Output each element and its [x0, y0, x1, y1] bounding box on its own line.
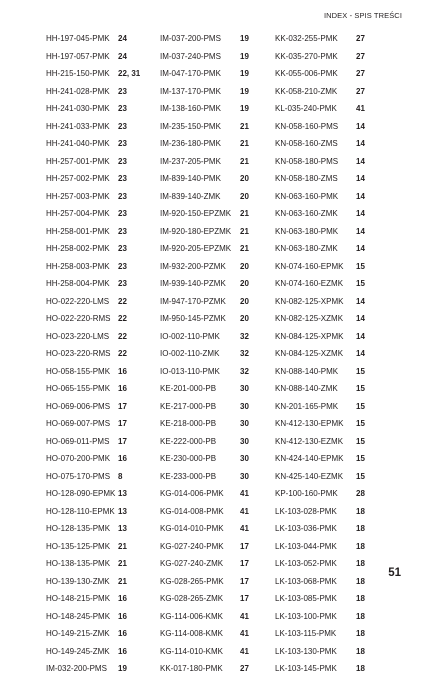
page-reference: 13: [118, 489, 127, 499]
table-row: [46, 240, 386, 258]
product-code: IM-236-180-PMK: [160, 139, 221, 149]
product-code: KN-058-180-ZMS: [275, 174, 338, 184]
page-reference: 14: [356, 314, 365, 324]
product-code: IM-037-240-PMS: [160, 51, 221, 61]
product-code: LK-103-036-PMK: [275, 524, 337, 534]
page-reference: 27: [356, 69, 365, 79]
product-code: HH-258-002-PMK: [46, 244, 110, 254]
product-code: IM-032-200-PMS: [46, 664, 107, 674]
page-reference: 21: [240, 244, 249, 254]
page-reference: 18: [356, 664, 365, 674]
page-reference: 23: [118, 121, 127, 131]
page-reference: 23: [118, 244, 127, 254]
table-row: [46, 590, 386, 608]
page-reference: 23: [118, 191, 127, 201]
page-reference: 27: [356, 34, 365, 44]
product-code: KN-063-160-ZMK: [275, 209, 338, 219]
page-reference: 20: [240, 191, 249, 201]
table-row: [46, 205, 386, 223]
page-reference: 27: [240, 664, 249, 674]
page-reference: 41: [240, 611, 249, 621]
product-code: KG-027-240-ZMK: [160, 559, 224, 569]
page-reference: 17: [240, 576, 249, 586]
page-reference: 15: [356, 279, 365, 289]
page-reference: 21: [118, 576, 127, 586]
product-code: KN-082-125-XPMK: [275, 296, 344, 306]
product-code: HH-241-040-PMK: [46, 139, 110, 149]
page-reference: 41: [356, 104, 365, 114]
product-code: KN-088-140-ZMK: [275, 384, 338, 394]
page-reference: 21: [118, 541, 127, 551]
product-code: HH-257-003-PMK: [46, 191, 110, 201]
page-reference: 41: [240, 629, 249, 639]
table-row: [46, 643, 386, 661]
page-reference: 21: [240, 226, 249, 236]
product-code: KN-063-180-ZMK: [275, 244, 338, 254]
page-reference: 32: [240, 349, 249, 359]
page-reference: 22, 31: [118, 69, 141, 79]
page-reference: 30: [240, 419, 249, 429]
table-row: [46, 573, 386, 591]
page-reference: 22: [118, 331, 127, 341]
product-code: HH-241-030-PMK: [46, 104, 110, 114]
page-reference: 27: [356, 51, 365, 61]
page-reference: 13: [118, 506, 127, 516]
page-reference: 24: [118, 51, 127, 61]
table-row: [46, 503, 386, 521]
page-reference: 16: [118, 384, 127, 394]
page-reference: 15: [356, 419, 365, 429]
product-code: KN-074-160-EZMK: [275, 279, 344, 289]
product-code: HH-257-004-PMK: [46, 209, 110, 219]
product-code: IO-013-110-PMK: [160, 366, 220, 376]
table-row: [46, 118, 386, 136]
product-code: HO-128-135-PMK: [46, 524, 111, 534]
table-row: [46, 380, 386, 398]
page-reference: 30: [240, 436, 249, 446]
page-reference: 18: [356, 646, 365, 656]
page-reference: 21: [240, 139, 249, 149]
page-reference: 20: [240, 296, 249, 306]
product-code: KN-084-125-XZMK: [275, 349, 344, 359]
page-reference: 14: [356, 296, 365, 306]
product-code: HH-258-003-PMK: [46, 261, 110, 271]
page-header: INDEX - SPIS TREŚCI: [323, 11, 402, 20]
product-code: IO-002-110-PMK: [160, 331, 220, 341]
product-code: KL-035-240-PMK: [275, 104, 337, 114]
page-reference: 17: [118, 419, 127, 429]
product-code: KK-058-210-ZMK: [275, 86, 338, 96]
product-code: HO-070-200-PMK: [46, 454, 111, 464]
table-row: [46, 433, 386, 451]
page-reference: 19: [240, 34, 249, 44]
product-code: KN-412-130-EPMK: [275, 419, 344, 429]
page-reference: 21: [240, 121, 249, 131]
page-reference: 30: [240, 401, 249, 411]
product-code: HO-022-220-RMS: [46, 314, 111, 324]
page-reference: 23: [118, 139, 127, 149]
page-reference: 19: [240, 86, 249, 96]
page-reference: 14: [356, 174, 365, 184]
product-code: HO-069-007-PMS: [46, 419, 111, 429]
product-code: KK-035-270-PMK: [275, 51, 338, 61]
page-reference: 20: [240, 279, 249, 289]
page-reference: 20: [240, 174, 249, 184]
table-row: [46, 450, 386, 468]
table-row: [46, 65, 386, 83]
page-reference: 32: [240, 366, 249, 376]
product-code: KG-028-265-PMK: [160, 576, 224, 586]
page-reference: 15: [356, 261, 365, 271]
product-code: IM-137-170-PMK: [160, 86, 221, 96]
product-code: KN-084-125-XPMK: [275, 331, 344, 341]
product-code: HH-241-033-PMK: [46, 121, 110, 131]
table-row: [46, 135, 386, 153]
product-code: IO-002-110-ZMK: [160, 349, 220, 359]
product-code: KN-058-160-ZMS: [275, 139, 338, 149]
page-number: 51: [388, 567, 401, 579]
page-reference: 41: [240, 524, 249, 534]
index-table-body: [46, 30, 386, 678]
product-code: IM-839-140-PMK: [160, 174, 221, 184]
product-code: KN-425-140-EZMK: [275, 471, 344, 481]
product-code: HH-257-002-PMK: [46, 174, 110, 184]
table-row: [46, 345, 386, 363]
page-reference: 14: [356, 226, 365, 236]
table-row: [46, 398, 386, 416]
product-code: KN-088-140-PMK: [275, 366, 339, 376]
product-code: HO-128-090-EPMK: [46, 489, 116, 499]
page-reference: 23: [118, 226, 127, 236]
table-row: [46, 310, 386, 328]
product-code: HO-065-155-PMK: [46, 384, 111, 394]
product-code: KE-201-000-PB: [160, 384, 217, 394]
table-row: [46, 328, 386, 346]
page-reference: 18: [356, 524, 365, 534]
page-reference: 18: [356, 594, 365, 604]
page-reference: 21: [118, 559, 127, 569]
page-reference: 13: [118, 524, 127, 534]
product-code: KN-058-180-PMS: [275, 156, 339, 166]
product-code: HO-075-170-PMS: [46, 471, 111, 481]
page-reference: 30: [240, 384, 249, 394]
page-reference: 18: [356, 629, 365, 639]
product-code: LK-103-145-PMK: [275, 664, 337, 674]
product-code: LK-103-028-PMK: [275, 506, 337, 516]
product-code: KK-055-006-PMK: [275, 69, 338, 79]
table-row: [46, 485, 386, 503]
product-code: KG-014-006-PMK: [160, 489, 224, 499]
table-row: [46, 223, 386, 241]
table-row: [46, 363, 386, 381]
product-code: IM-939-140-PZMK: [160, 279, 226, 289]
page-reference: 17: [118, 401, 127, 411]
product-code: LK-103-044-PMK: [275, 541, 337, 551]
page-reference: 18: [356, 506, 365, 516]
product-code: KN-424-140-EPMK: [275, 454, 344, 464]
page-reference: 19: [240, 51, 249, 61]
table-row: [46, 100, 386, 118]
table-row: [46, 555, 386, 573]
product-code: LK-103-085-PMK: [275, 594, 337, 604]
product-code: IM-235-150-PMK: [160, 121, 221, 131]
product-code: HH-258-004-PMK: [46, 279, 110, 289]
product-code: KE-217-000-PB: [160, 401, 217, 411]
product-code: KE-218-000-PB: [160, 419, 217, 429]
product-code: KK-032-255-PMK: [275, 34, 338, 44]
page-reference: 19: [118, 664, 127, 674]
page-reference: 18: [356, 541, 365, 551]
product-code: HO-058-155-PMK: [46, 366, 111, 376]
page-reference: 19: [240, 104, 249, 114]
product-code: KG-114-010-KMK: [160, 646, 223, 656]
product-code: IM-037-200-PMS: [160, 34, 221, 44]
page-reference: 14: [356, 331, 365, 341]
product-code: KN-063-180-PMK: [275, 226, 339, 236]
product-code: HO-069-011-PMS: [46, 436, 110, 446]
product-code: HO-022-220-LMS: [46, 296, 110, 306]
page-reference: 18: [356, 559, 365, 569]
page-reference: 14: [356, 349, 365, 359]
product-code: KE-230-000-PB: [160, 454, 217, 464]
product-code: LK-103-100-PMK: [275, 611, 337, 621]
product-code: KG-014-010-PMK: [160, 524, 224, 534]
page-reference: 8: [118, 471, 123, 481]
product-code: HH-241-028-PMK: [46, 86, 110, 96]
product-code: HH-215-150-PMK: [46, 69, 110, 79]
page-reference: 14: [356, 191, 365, 201]
product-code: KG-027-240-PMK: [160, 541, 224, 551]
product-code: KN-412-130-EZMK: [275, 436, 344, 446]
page-reference: 20: [240, 314, 249, 324]
page-reference: 15: [356, 454, 365, 464]
page-reference: 41: [240, 646, 249, 656]
product-code: KN-058-160-PMS: [275, 121, 339, 131]
product-code: HO-135-125-PMK: [46, 541, 111, 551]
product-code: KG-114-008-KMK: [160, 629, 223, 639]
page-reference: 14: [356, 209, 365, 219]
product-code: IM-950-145-PZMK: [160, 314, 226, 324]
product-code: HH-257-001-PMK: [46, 156, 110, 166]
page-reference: 23: [118, 174, 127, 184]
page-reference: 21: [240, 156, 249, 166]
table-row: [46, 188, 386, 206]
page-reference: 16: [118, 611, 127, 621]
product-code: HO-148-245-PMK: [46, 611, 111, 621]
page-reference: 16: [118, 629, 127, 639]
page-reference: 30: [240, 471, 249, 481]
product-code: IM-932-200-PZMK: [160, 261, 226, 271]
page-reference: 23: [118, 86, 127, 96]
page-reference: 17: [240, 541, 249, 551]
product-code: KN-082-125-XZMK: [275, 314, 344, 324]
product-code: LK-103-115-PMK: [275, 629, 337, 639]
table-row: [46, 520, 386, 538]
product-code: HO-139-130-ZMK: [46, 576, 110, 586]
product-code: HH-197-057-PMK: [46, 51, 110, 61]
page-reference: 17: [118, 436, 127, 446]
table-row: [46, 625, 386, 643]
page-reference: 32: [240, 331, 249, 341]
table-row: [46, 468, 386, 486]
page-reference: 23: [118, 104, 127, 114]
page-reference: 16: [118, 594, 127, 604]
page-reference: 30: [240, 454, 249, 464]
product-code: KK-017-180-PMK: [160, 664, 223, 674]
table-row: [46, 83, 386, 101]
table-row: [46, 275, 386, 293]
page-reference: 20: [240, 261, 249, 271]
page-reference: 16: [118, 454, 127, 464]
page-reference: 15: [356, 384, 365, 394]
page-reference: 19: [240, 69, 249, 79]
page-reference: 28: [356, 489, 365, 499]
page-reference: 15: [356, 471, 365, 481]
page-reference: 22: [118, 349, 127, 359]
product-code: IM-920-205-EPZMK: [160, 244, 232, 254]
page-reference: 41: [240, 506, 249, 516]
page-reference: 18: [356, 611, 365, 621]
page-reference: 24: [118, 34, 127, 44]
page-reference: 14: [356, 121, 365, 131]
product-code: HO-069-006-PMS: [46, 401, 111, 411]
product-code: KG-114-006-KMK: [160, 611, 223, 621]
product-code: HO-023-220-LMS: [46, 331, 110, 341]
product-code: HO-148-215-PMK: [46, 594, 111, 604]
page-reference: 15: [356, 366, 365, 376]
index-table: [46, 30, 386, 678]
table-row: [46, 153, 386, 171]
product-code: KE-222-000-PB: [160, 436, 217, 446]
page-reference: 22: [118, 296, 127, 306]
page-reference: 14: [356, 139, 365, 149]
product-code: KG-014-008-PMK: [160, 506, 224, 516]
product-code: HO-128-110-EPMK: [46, 506, 115, 516]
product-code: KN-201-165-PMK: [275, 401, 339, 411]
page-reference: 41: [240, 489, 249, 499]
page-reference: 27: [356, 86, 365, 96]
product-code: LK-103-068-PMK: [275, 576, 337, 586]
page-reference: 16: [118, 646, 127, 656]
table-row: [46, 30, 386, 48]
page-reference: 23: [118, 279, 127, 289]
product-code: HO-149-215-ZMK: [46, 629, 110, 639]
product-code: LK-103-130-PMK: [275, 646, 337, 656]
table-row: [46, 258, 386, 276]
table-row: [46, 660, 386, 678]
page-reference: 23: [118, 209, 127, 219]
table-row: [46, 170, 386, 188]
product-code: IM-920-180-EPZMK: [160, 226, 232, 236]
page-reference: 16: [118, 366, 127, 376]
product-code: IM-947-170-PZMK: [160, 296, 226, 306]
product-code: IM-839-140-ZMK: [160, 191, 221, 201]
product-code: KG-028-265-ZMK: [160, 594, 224, 604]
table-row: [46, 293, 386, 311]
product-code: HO-138-135-PMK: [46, 559, 111, 569]
product-code: IM-237-205-PMK: [160, 156, 221, 166]
table-row: [46, 538, 386, 556]
product-code: KN-063-160-PMK: [275, 191, 339, 201]
page-reference: 14: [356, 244, 365, 254]
page-reference: 15: [356, 401, 365, 411]
product-code: HH-197-045-PMK: [46, 34, 110, 44]
table-row: [46, 415, 386, 433]
product-code: IM-047-170-PMK: [160, 69, 221, 79]
page-reference: 23: [118, 156, 127, 166]
product-code: IM-920-150-EPZMK: [160, 209, 232, 219]
page-reference: 17: [240, 559, 249, 569]
page-reference: 17: [240, 594, 249, 604]
page-reference: 15: [356, 436, 365, 446]
table-row: [46, 608, 386, 626]
page-reference: 22: [118, 314, 127, 324]
product-code: HO-149-245-ZMK: [46, 646, 110, 656]
table-row: [46, 48, 386, 66]
product-code: LK-103-052-PMK: [275, 559, 337, 569]
product-code: KE-233-000-PB: [160, 471, 217, 481]
product-code: IM-138-160-PMK: [160, 104, 221, 114]
product-code: HH-258-001-PMK: [46, 226, 110, 236]
product-code: KN-074-160-EPMK: [275, 261, 344, 271]
product-code: HO-023-220-RMS: [46, 349, 111, 359]
page-reference: 21: [240, 209, 249, 219]
page-reference: 18: [356, 576, 365, 586]
page-reference: 14: [356, 156, 365, 166]
product-code: KP-100-160-PMK: [275, 489, 338, 499]
page-reference: 23: [118, 261, 127, 271]
